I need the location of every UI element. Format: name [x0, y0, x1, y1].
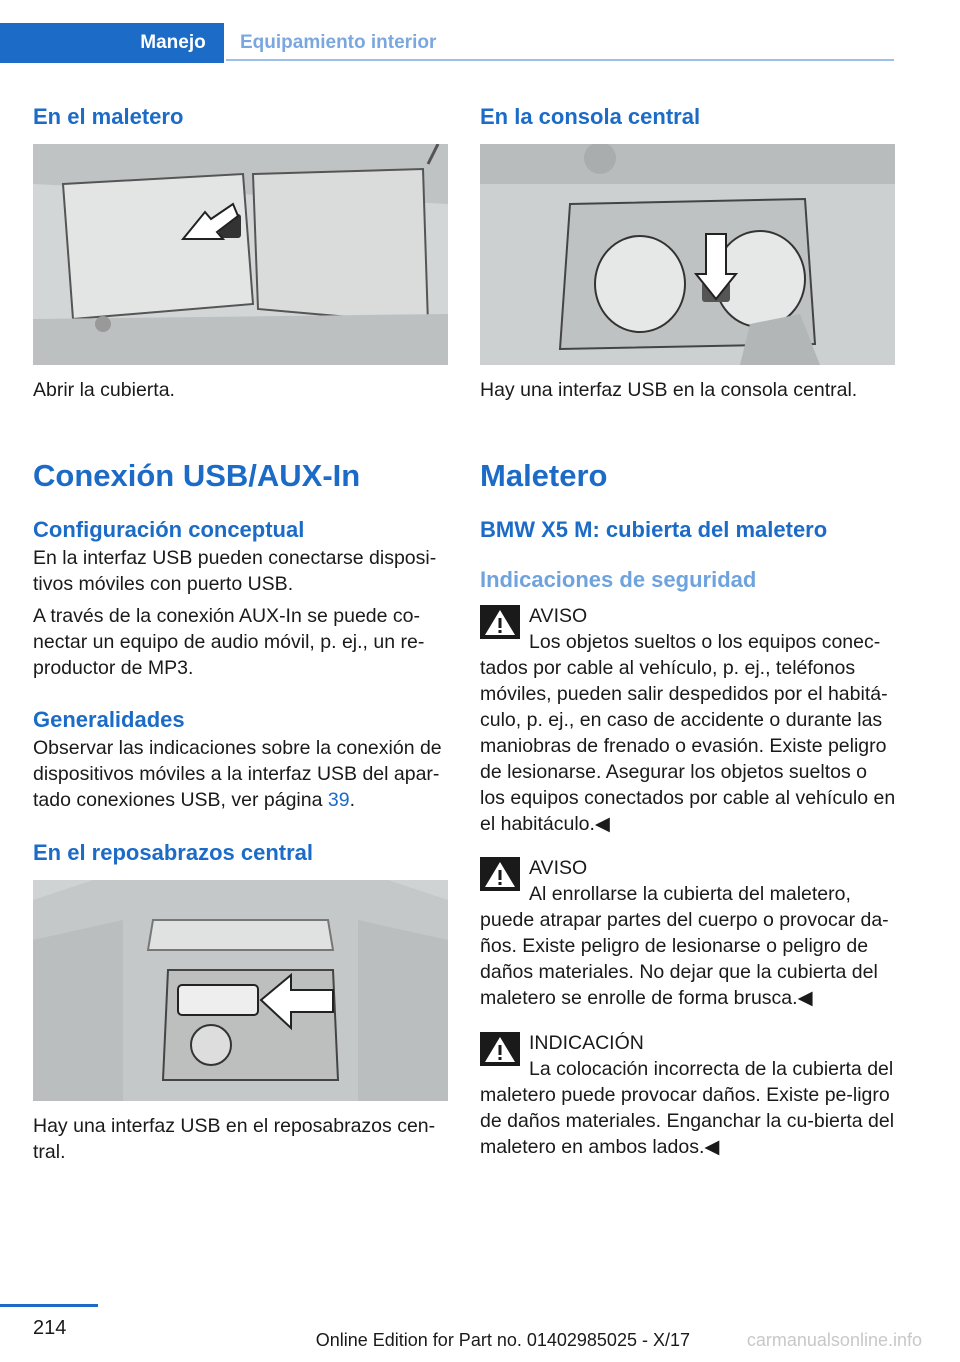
warning-title: AVISO — [529, 857, 588, 879]
heading-maletero: Maletero — [480, 458, 608, 493]
heading-cubierta-maletero: BMW X5 M: cubierta del maletero — [480, 517, 828, 542]
notice-title: INDICACIÓN — [529, 1032, 644, 1054]
armrest-illustration — [33, 880, 448, 1101]
page-number-bar — [0, 1304, 98, 1307]
watermark: carmanualsonline.info — [746, 1330, 922, 1350]
warning-triangle-icon — [480, 857, 520, 891]
warning-triangle-icon — [480, 605, 520, 639]
caption-consola-central: Hay una interfaz USB en la consola central. — [480, 379, 858, 401]
caption-reposabrazos: Hay una interfaz USB en el reposabrazos cen-tral. — [33, 1115, 436, 1163]
section-title-reposabrazos: En el reposabrazos central — [33, 840, 313, 865]
page-number: 214 — [33, 1317, 67, 1339]
notice-text: La colocación incorrecta de la cubierta del maletero puede provocar daños. Existe pe-ligro de daños materiales. Enganchar la cu-bierta del maletero en ambos lados.◀ — [480, 1058, 895, 1158]
center-console-illustration — [480, 144, 895, 365]
paragraph-aux-in: A través de la conexión AUX-In se puede co-nectar un equipo de audio móvil, p. ej., un re-productor de MP3. — [33, 605, 425, 679]
page-link-39[interactable]: 39 — [327, 789, 350, 811]
trunk-cover-drawing — [33, 144, 448, 365]
header-tab-manejo: Manejo — [122, 23, 224, 63]
section-title-consola: En la consola central — [480, 104, 701, 129]
paragraph-usb-devices: En la interfaz USB pueden conectarse disposi-tivos móviles con puerto USB. — [33, 547, 437, 595]
page-header — [0, 0, 960, 64]
warning-text: Los objetos sueltos o los equipos conec-tados por cable al vehículo, p. ej., teléfonos móviles, pueden salir despedidos por el habitá-culo, p. ej., en caso de accidente o durante las maniobras de frenado o evasión. Existe peligro de lesionarse. Asegurar los objetos sueltos o los equipos conectados por cable al vehículo en el habitáculo.◀ — [480, 631, 896, 835]
heading-conexion-usb: Conexión USB/AUX-In — [33, 458, 361, 493]
warning-text: Al enrollarse la cubierta del maletero, puede atrapar partes del cuerpo o provocar da-ños. Existe peligro de lesionarse o peligro de daños materiales. No dejar que la cubierta del maletero se enrolle de forma brusca.◀ — [480, 883, 889, 1009]
section-title-maletero: En el maletero — [33, 104, 184, 129]
center-console-drawing — [480, 144, 895, 365]
warning-aviso-1 — [480, 603, 896, 837]
paragraph-generalidades-end: . — [349, 789, 355, 811]
heading-configuracion: Configuración conceptual — [33, 517, 305, 542]
notice-indicacion — [480, 1030, 896, 1160]
paragraph-generalidades — [33, 735, 449, 813]
heading-generalidades: Generalidades — [33, 707, 185, 732]
warning-aviso-2 — [480, 855, 896, 1011]
warning-title: AVISO — [529, 605, 588, 627]
paragraph-generalidades-text: Observar las indicaciones sobre la conexión de dispositivos móviles a la interfaz USB del apar-tado conexiones USB, ver página — [33, 737, 442, 811]
header-tab-section: Equipamiento interior — [226, 23, 894, 61]
heading-indicaciones-seguridad: Indicaciones de seguridad — [480, 567, 757, 592]
armrest-drawing — [33, 880, 448, 1101]
trunk-cover-illustration — [33, 144, 448, 365]
caption-abrir-cubierta: Abrir la cubierta. — [33, 379, 175, 401]
edition-footer: Online Edition for Part no. 01402985025 - X/17 — [315, 1330, 690, 1350]
header-accent-bar — [0, 23, 122, 63]
warning-triangle-icon — [480, 1032, 520, 1066]
